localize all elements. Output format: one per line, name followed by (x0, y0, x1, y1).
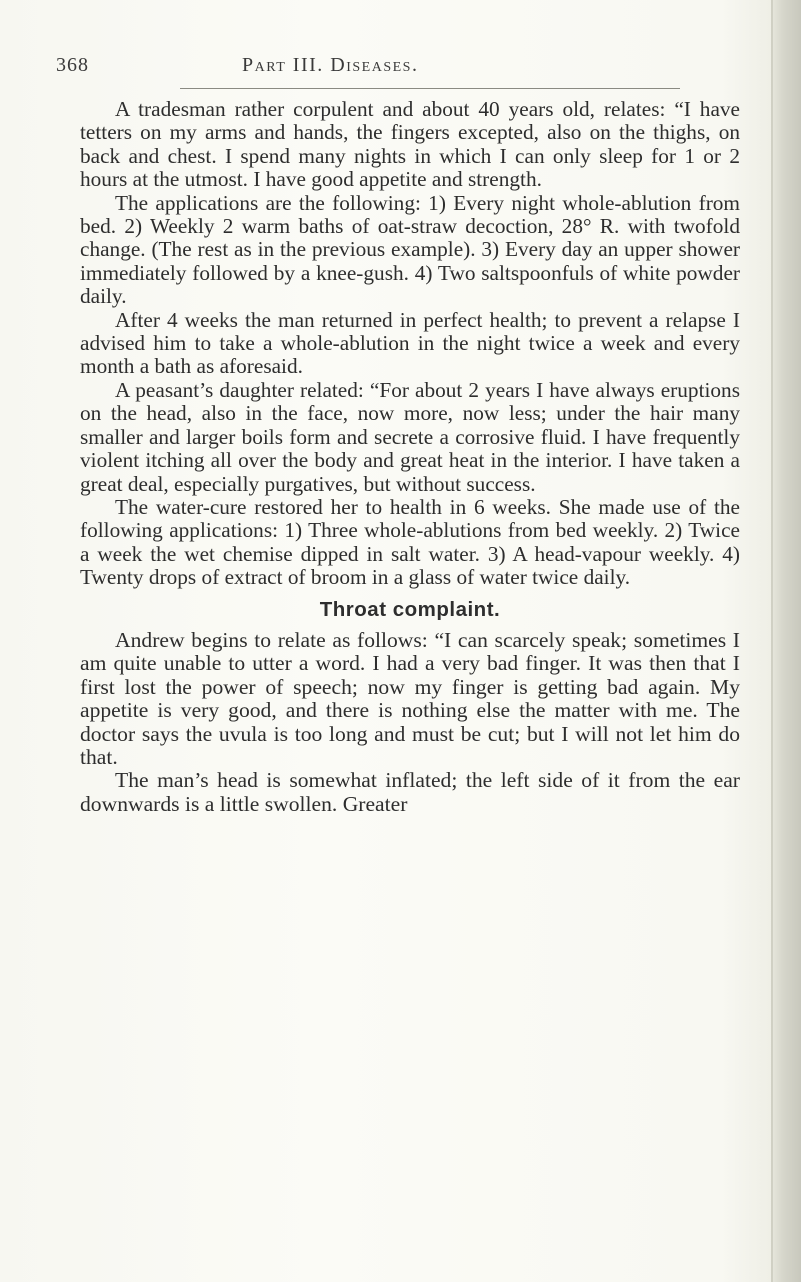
section-body (80, 629, 740, 816)
paragraph: A peasant’s daughter related: “For about 2 years I have always eruptions on the head, also in the face, now more, now less; under the hair many smaller and larger boils form and secrete a corrosive fluid. I have frequently violent itching all over the body and great heat in the interior. I have taken a great deal, especially purgatives, but without success. (80, 377, 740, 496)
paragraph: After 4 weeks the man returned in perfect health; to prevent a relapse I advised him to take a whole-ablution in the night twice a week and every month a bath as aforesaid. (80, 307, 740, 379)
paragraph: A tradesman rather corpulent and about 40 years old, relates: “I have tetters on my arms and hands, the fingers excepted, also on the thighs, on back and chest. I spend many nights in which I can only sleep for 1 or 2 hours at the utmost. I have good appetite and strength. (80, 97, 740, 192)
section-heading: Throat complaint. (319, 597, 501, 621)
page-number: 368 (56, 54, 89, 76)
paragraph: The water-cure restored her to health in 6 weeks. She made use of the following applications: 1) Three whole-ablutions from bed weekly. 2) Twice a week the wet chemise dipped in salt water. 3) A head-vapour weekly. 4) Twenty drops of extract of broom in a glass of water twice daily. (80, 494, 740, 590)
paragraph: The applications are the following: 1) Every night whole-ablution from bed. 2) Weekly 2 warm baths of oat-straw decoction, 28° R. with twofold change. (The rest as in the previous example). 3) Every day an upper shower immediately followed by a knee-gush. 4) Two saltspoonfuls of white powder daily. (80, 190, 740, 309)
running-title: Part III. Diseases. (242, 54, 419, 76)
paragraph: Andrew begins to relate as follows: “I can scarcely speak; sometimes I am quite unable to utter a word. I had a very bad finger. It was then that I first lost the power of speech; now my finger is getting bad again. My appetite is very good, and there is nothing else the matter with me. The doctor says the uvula is too long and must be cut; but I will not let him do that. (80, 627, 740, 769)
header-rule (180, 88, 680, 89)
paragraph: The man’s head is somewhat inflated; the left side of it from the ear downwards is a little swollen. Greater (80, 768, 740, 816)
body-text (80, 98, 740, 816)
running-head (56, 54, 746, 84)
page-edge (771, 0, 801, 1282)
